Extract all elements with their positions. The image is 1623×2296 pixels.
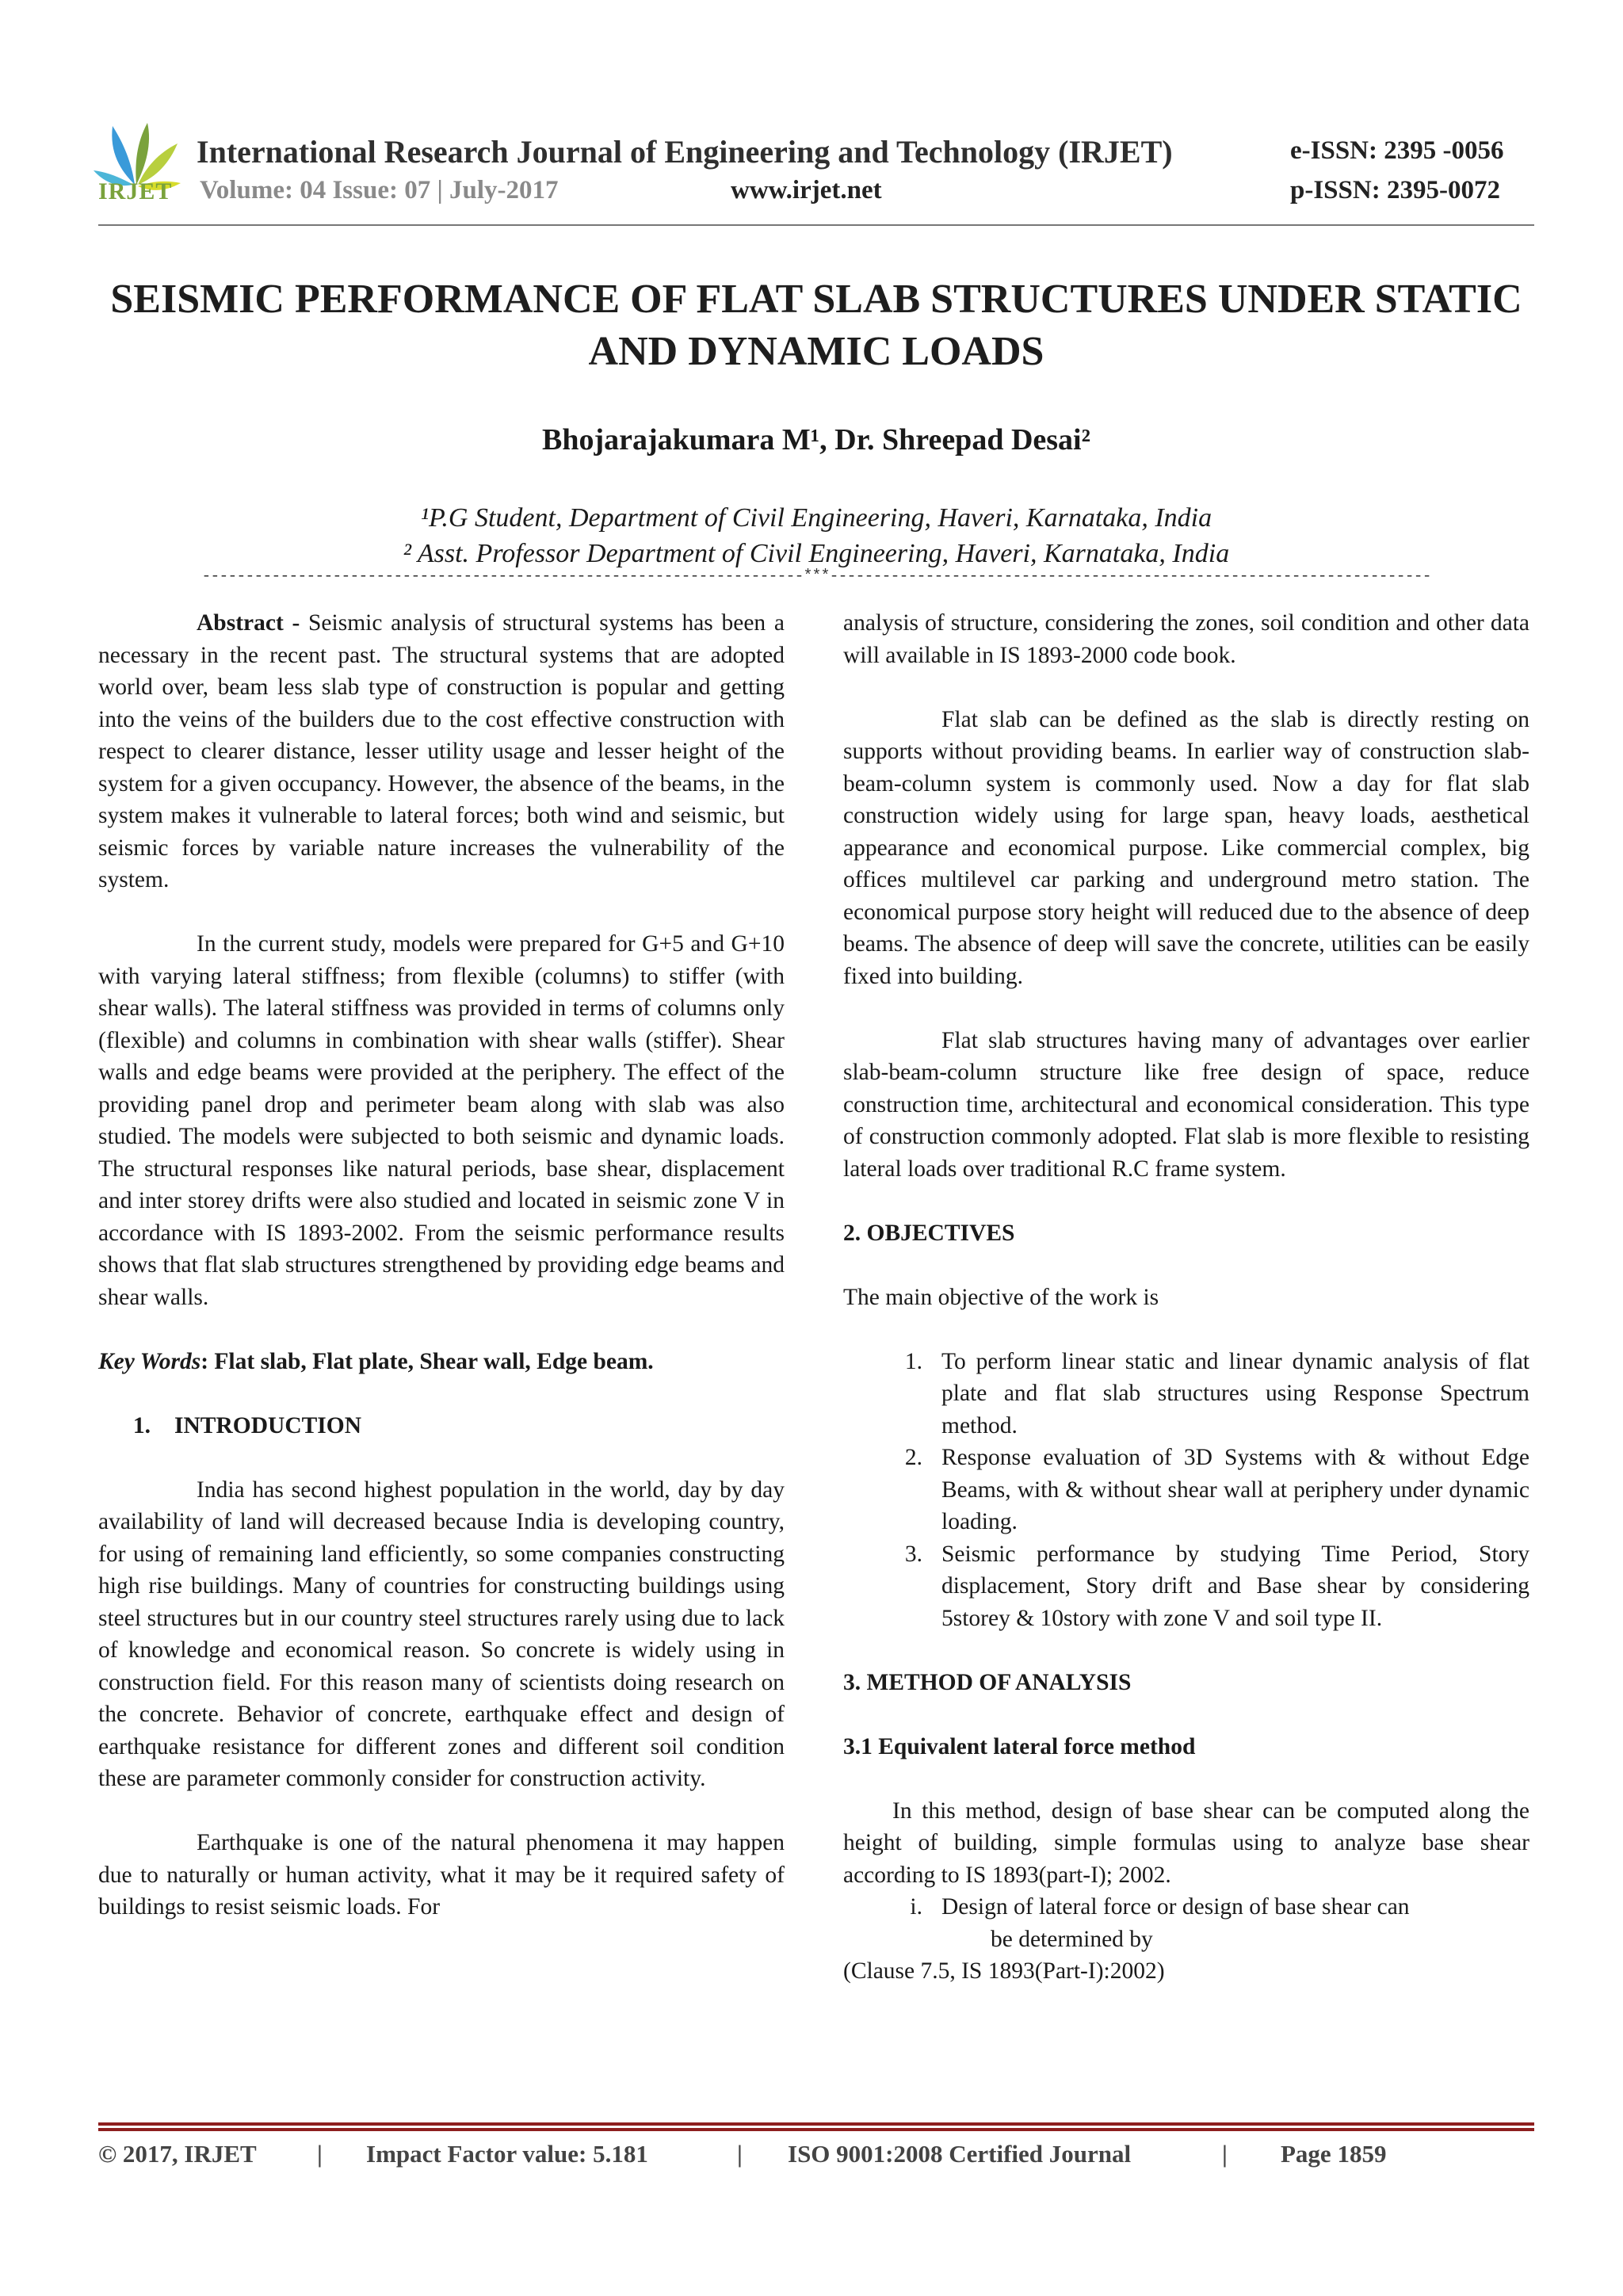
method-item-text: Design of lateral force or design of base shear can (941, 1894, 1410, 1920)
objectives-intro: The main objective of the work is (843, 1284, 1159, 1310)
objective-text: Seismic performance by studying Time Period, Story displacement, Story drift and Base shear by considering 5storey & 10story with zone V and soil type II. (941, 1541, 1529, 1631)
method-heading: 3. METHOD OF ANALYSIS (843, 1669, 1132, 1695)
objective-text: Response evaluation of 3D Systems with & without Edge Beams, with & without shear wall at periphery under dynamic loading. (941, 1445, 1529, 1534)
footer-separator: | (317, 2140, 323, 2168)
footer-iso: ISO 9001:2008 Certified Journal (788, 2140, 1132, 2168)
objective-item (843, 1538, 1529, 1635)
footer-rule-top (98, 2122, 1534, 2126)
objective-number: 3. (904, 1541, 922, 1567)
abstract-paragraph (98, 607, 785, 896)
right-column (843, 607, 1529, 1988)
affiliation-2: ² Asst. Professor Department of Civil Engineering, Haveri, Karnataka, India (403, 539, 1230, 568)
introduction-paragraph-3: Flat slab can be defined as the slab is directly resting on supports without providing beams. In earlier way of construction slab-beam-column system is commonly used. Now a day for flat slab construction widely using for large span, heavy loads, aesthetical appearance and economical purpose. Like commercial complex, big offices multilevel car parking and underground metro station. The economical purpose story height will reduced due to the absence of deep beams. The absence of deep will save the concrete, utilities can be easily fixed into building. (843, 706, 1529, 989)
paper-title-line-2: AND DYNAMIC LOADS (588, 329, 1044, 374)
introduction-number: 1. (132, 1412, 151, 1438)
footer-impact-factor: Impact Factor value: 5.181 (366, 2140, 648, 2168)
journal-website[interactable]: www.irjet.net (731, 176, 882, 204)
footer-separator: | (1222, 2140, 1228, 2168)
paper-title (98, 273, 1534, 378)
abstract-label: Abstract - (197, 610, 300, 636)
footer-copyright: © 2017, IRJET (98, 2140, 257, 2168)
journal-title: International Research Journal of Engineering and Technology (IRJET) (197, 134, 1173, 170)
abstract-text: Seismic analysis of structural systems has been a necessary in the recent past. The structural systems that are adopted world over, beam less slab type of construction is popular and getting into the veins of the builders due to the cost effective construction with respect to clearer distance, lesser utility usage and lesser height of the system for a given occupancy. However, the absence of the beams, in the system makes it vulnerable to lateral forces; both wind and seismic, but seismic forces by variable nature increases the vulnerability of the system. (98, 610, 785, 892)
method-paragraph: In this method, design of base shear can be computed along the height of building, simple formulas using to analyze base shear according to IS 1893(part-I); 2002. (843, 1797, 1529, 1888)
left-column (98, 607, 785, 1924)
objective-text: To perform linear static and linear dynamic analysis of flat plate and flat slab structures using Response Spectrum method. (941, 1348, 1529, 1438)
logo-text: IRJET (98, 178, 173, 204)
keywords-label: Key Words (98, 1348, 201, 1374)
header-divider (98, 224, 1534, 226)
footer-separator: | (737, 2140, 743, 2168)
footer-rule-bottom (98, 2128, 1534, 2131)
eissn: e-ISSN: 2395 -0056 (1290, 136, 1504, 165)
introduction-paragraph-2: Earthquake is one of the natural phenomena it may happen due to naturally or human activity, what it may be it required safety of buildings to resist seismic loads. For (98, 1830, 785, 1920)
keywords (98, 1346, 785, 1378)
objectives-list (843, 1346, 1529, 1635)
objective-item (843, 1346, 1529, 1442)
objectives-heading: 2. OBJECTIVES (843, 1220, 1015, 1246)
method-subheading: 3.1 Equivalent lateral force method (843, 1733, 1196, 1759)
section-separator: ---------------------------------------------------------------------***--------------------------------------------------------------------- (201, 567, 1431, 586)
objective-number: 1. (904, 1348, 922, 1374)
method-item-continuation: be determined by (991, 1926, 1153, 1952)
paper-title-line-1: SEISMIC PERFORMANCE OF FLAT SLAB STRUCTURES UNDER STATIC (110, 277, 1522, 322)
introduction-paragraph-4: Flat slab structures having many of advantages over earlier slab-beam-column structure like free design of space, reduce construction time, architectural and economical consideration. This type of construction commonly adopted. Flat slab is more flexible to resisting lateral loads over traditional R.C frame system. (843, 1027, 1529, 1182)
objective-item (843, 1442, 1529, 1538)
method-item (843, 1891, 1529, 1924)
introduction-paragraph-2-cont: analysis of structure, considering the zones, soil condition and other data will available in IS 1893-2000 code book. (843, 610, 1529, 668)
clause-reference: (Clause 7.5, IS 1893(Part-I):2002) (843, 1958, 1165, 1984)
introduction-heading (98, 1410, 785, 1442)
footer-page-number: Page 1859 (1281, 2140, 1387, 2168)
volume-info: Volume: 04 Issue: 07 | July-2017 (200, 176, 559, 204)
objective-number: 2. (904, 1445, 922, 1470)
keywords-text: : Flat slab, Flat plate, Shear wall, Edge beam. (200, 1348, 654, 1374)
abstract-paragraph-2: In the current study, models were prepared for G+5 and G+10 with varying lateral stiffness; from flexible (columns) to stiffer (with shear walls). The lateral stiffness was provided in terms of columns only (flexible) and columns in combination with shear walls (stiffer). Shear walls and edge beams were provided at the periphery. The effect of the providing panel drop and perimeter beam along with slab was also studied. The models were subjected to both seismic and dynamic loads. The structural responses like natural periods, base shear, displacement and inter storey drifts were also studied and located in seismic zone V in accordance with IS 1893-2002. From the seismic performance results shows that flat slab structures strengthened by providing edge beams and shear walls. (98, 931, 785, 1310)
introduction-title: INTRODUCTION (174, 1412, 362, 1438)
introduction-paragraph-1: India has second highest population in the world, day by day availability of land will decreased because India is developing country, for using of remaining land efficiently, so some companies constructing high rise buildings. Many of countries for constructing buildings using steel structures but in our country steel structures rarely using due to lack of knowledge and economical reason. So concrete is widely using in construction field. For this reason many of scientists doing research on the concrete. Behavior of concrete, earthquake effect and design of earthquake resistance for different zones and different soil condition these are parameter commonly consider for construction activity. (98, 1477, 785, 1791)
pissn: p-ISSN: 2395-0072 (1290, 176, 1500, 204)
method-item-number: i. (910, 1894, 922, 1920)
authors: Bhojarajakumara M¹, Dr. Shreepad Desai² (541, 423, 1090, 457)
affiliation-1: ¹P.G Student, Department of Civil Engineering, Haveri, Karnataka, India (420, 503, 1212, 533)
